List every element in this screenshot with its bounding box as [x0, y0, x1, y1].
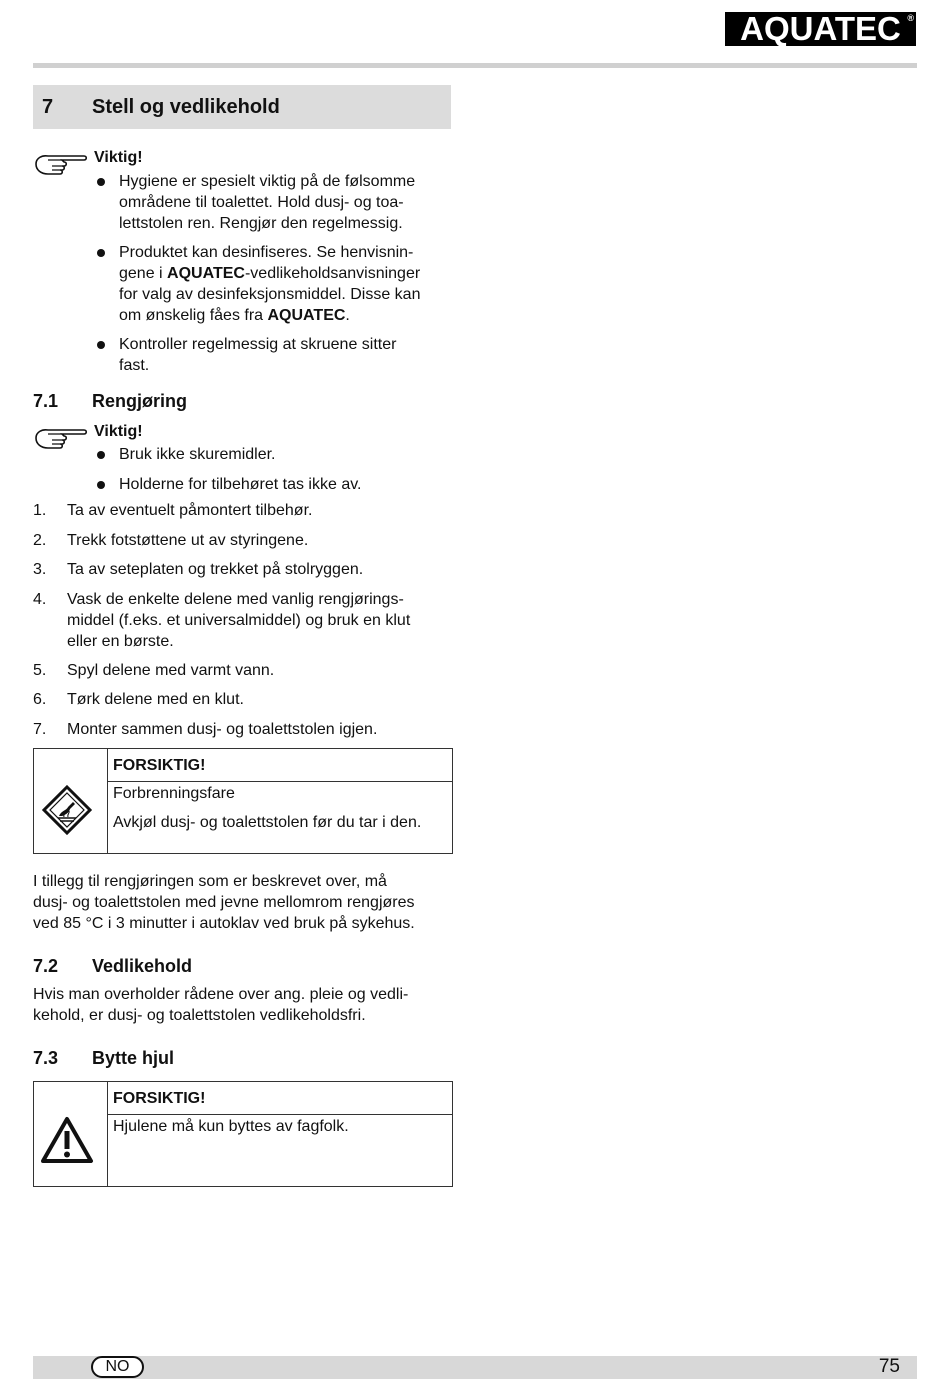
caution-title: FORSIKTIG!	[113, 1090, 206, 1107]
step-line: eller en børste.	[67, 633, 174, 650]
subsection-number: 7.2	[33, 956, 59, 976]
bullet-line: områdene til toalettet. Hold dusj- og toa-	[119, 194, 404, 211]
note-title: Viktig!	[94, 149, 143, 166]
bullet-dot	[97, 451, 105, 459]
subsection-heading	[33, 1047, 453, 1069]
paragraph-line: ved 85 °C i 3 minutter i autoklav ved bruk på sykehus.	[33, 915, 415, 932]
bullet-line	[119, 263, 454, 284]
list-item	[119, 334, 454, 376]
list-item	[119, 171, 454, 234]
step-line: middel (f.eks. et universalmiddel) og bruk en klut	[67, 612, 411, 629]
section-number: 7	[42, 96, 54, 118]
caution-title: FORSIKTIG!	[113, 757, 206, 774]
step-line: Ta av seteplaten og trekket på stolryggen.	[67, 561, 364, 578]
step-number: 5.	[33, 662, 47, 679]
caution-box	[33, 748, 453, 854]
warning-icon-cell	[34, 749, 108, 853]
bullet-dot	[97, 178, 105, 186]
language-badge: NO	[91, 1356, 144, 1378]
step-line: Ta av eventuelt påmontert tilbehør.	[67, 502, 313, 519]
warning-icon-cell	[34, 1082, 108, 1186]
bullet-dot	[97, 341, 105, 349]
step-line: Monter sammen dusj- og toalettstolen igjen.	[67, 721, 378, 738]
bullet-line: Bruk ikke skuremidler.	[119, 446, 276, 463]
list-item	[119, 242, 454, 326]
section-title: Stell og vedlikehold	[92, 96, 280, 118]
step-line: Spyl delene med varmt vann.	[67, 662, 275, 679]
list-item	[119, 474, 454, 495]
paragraph-line: dusj- og toalettstolen med jevne mellomrom rengjøres	[33, 894, 415, 911]
bullet-line: Kontroller regelmessig at skruene sitter	[119, 336, 397, 353]
subsection-number: 7.1	[33, 391, 59, 411]
body-paragraph	[33, 984, 453, 1026]
subsection-title: Rengjøring	[92, 391, 187, 411]
hot-surface-warning-icon	[42, 785, 92, 835]
page-number: 75	[878, 1356, 900, 1377]
list-item	[119, 444, 454, 465]
caution-header	[108, 749, 452, 782]
caution-header	[108, 1082, 452, 1115]
step-number: 1.	[33, 502, 47, 519]
caution-text: Avkjøl dusj- og toalettstolen før du tar i den.	[113, 814, 422, 831]
bullet-dot	[97, 249, 105, 257]
brand-name: AQUATEC	[267, 307, 346, 324]
bullet-line: Produktet kan desinfiseres. Se henvisnin-	[119, 244, 414, 261]
subsection-title: Bytte hjul	[92, 1048, 175, 1068]
step-number: 4.	[33, 591, 47, 608]
step-number: 7.	[33, 721, 47, 738]
bullet-line	[119, 305, 454, 326]
aquatec-logo	[725, 12, 916, 46]
paragraph-line: I tillegg til rengjøringen som er beskrevet over, må	[33, 873, 387, 890]
bullet-line: fast.	[119, 357, 150, 374]
bullet-line: lettstolen ren. Rengjør den regelmessig.	[119, 215, 403, 232]
step-line: Vask de enkelte delene med vanlig rengjørings-	[67, 591, 404, 608]
header-rule	[33, 63, 917, 68]
text-run: om ønskelig fåes fra	[119, 307, 268, 324]
subsection-number: 7.3	[33, 1048, 59, 1068]
pointing-hand-icon	[34, 424, 88, 454]
step-line: Tørk delene med en klut.	[67, 691, 244, 708]
step-number: 3.	[33, 561, 47, 578]
footer-bar	[33, 1356, 917, 1379]
caution-text: Hjulene må kun byttes av fagfolk.	[113, 1118, 349, 1135]
subsection-title: Vedlikehold	[92, 956, 193, 976]
section-heading	[33, 85, 451, 129]
text-run: -vedlikeholdsanvisninger	[244, 265, 421, 282]
logo-registered-mark: ®	[907, 13, 914, 23]
caution-box	[33, 1081, 453, 1187]
caution-text: Forbrenningsfare	[113, 785, 235, 802]
note-title: Viktig!	[94, 423, 143, 440]
paragraph-line: Hvis man overholder rådene over ang. pleie og vedli-	[33, 986, 409, 1003]
step-number: 6.	[33, 691, 47, 708]
text-run: gene i	[119, 265, 168, 282]
bullet-line: for valg av desinfeksjonsmiddel. Disse kan	[119, 286, 421, 303]
text-run: .	[345, 307, 350, 324]
bullet-dot	[97, 481, 105, 489]
body-paragraph	[33, 871, 453, 934]
logo-text: AQUATEC	[740, 10, 901, 47]
bullet-line: Hygiene er spesielt viktig på de følsomme	[119, 173, 416, 190]
pointing-hand-icon	[34, 150, 88, 180]
subsection-heading	[33, 955, 453, 977]
subsection-heading	[33, 390, 453, 412]
step-number: 2.	[33, 532, 47, 549]
step-line: Trekk fotstøttene ut av styringene.	[67, 532, 309, 549]
caution-triangle-icon	[40, 1116, 94, 1164]
brand-name: AQUATEC	[167, 265, 245, 282]
bullet-line: Holderne for tilbehøret tas ikke av.	[119, 476, 362, 493]
paragraph-line: kehold, er dusj- og toalettstolen vedlikeholdsfri.	[33, 1007, 366, 1024]
